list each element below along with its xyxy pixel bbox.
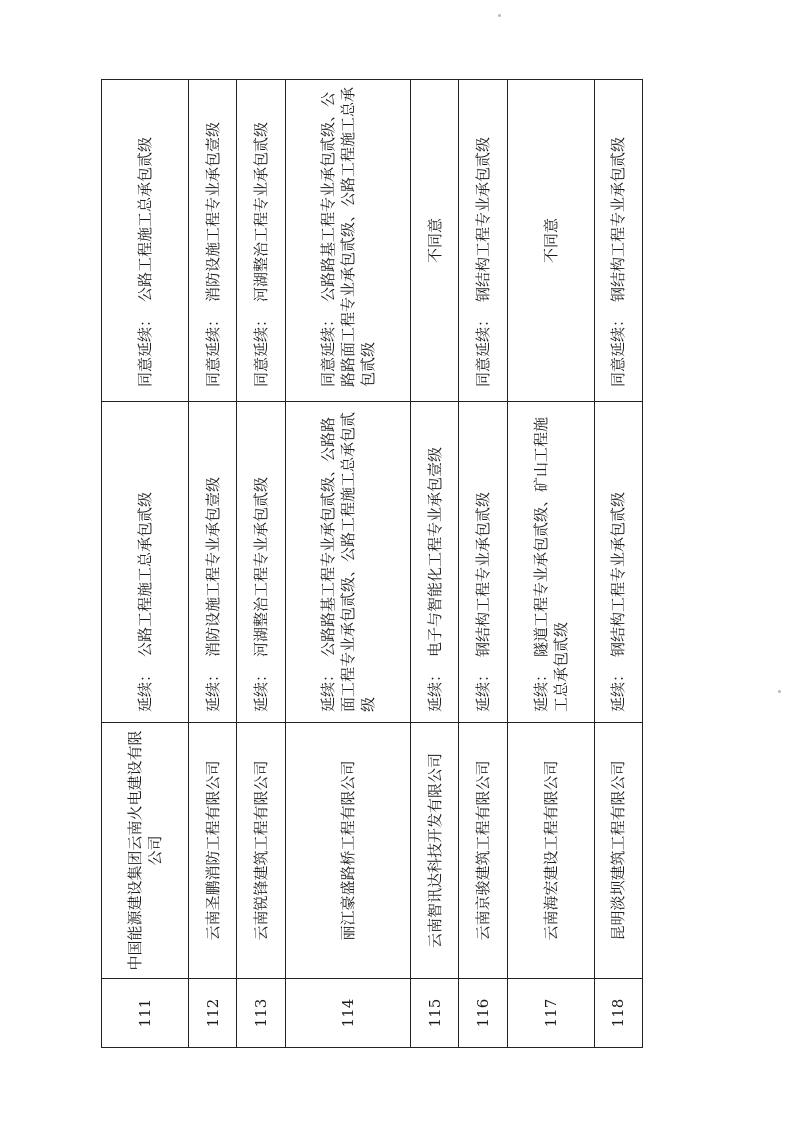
application-items: 河湖整治工程专业承包贰级 (251, 476, 270, 657)
application-cell (102, 402, 189, 723)
company-name: 云南智讯达科技开发有限公司 (411, 723, 459, 979)
table-row (459, 80, 507, 1048)
review-result-prefix: 同意延续： (609, 311, 628, 387)
scan-speck (778, 690, 781, 693)
review-result-prefix: 同意延续： (474, 311, 493, 387)
review-result-prefix: 同意延续： (203, 311, 222, 387)
application-prefix: 延续： (425, 666, 444, 712)
company-name: 云南圣鹏消防工程有限公司 (188, 723, 236, 979)
application-cell (237, 402, 285, 723)
row-number: 115 (411, 979, 459, 1048)
application-cell (188, 402, 236, 723)
review-result-cell (594, 80, 642, 402)
table-row (411, 80, 459, 1048)
company-name: 云南海宏建设工程有限公司 (507, 723, 594, 979)
application-items: 钢结构工程专业承包贰级 (474, 491, 493, 657)
application-items: 隧道工程专业承包贰级、矿山工程施工总承包贰级 (531, 416, 570, 712)
application-prefix: 延续： (531, 666, 550, 712)
row-number: 116 (459, 979, 507, 1048)
row-number: 113 (237, 979, 285, 1048)
application-items: 电子与智能化工程专业承包壹级 (425, 446, 444, 657)
application-prefix: 延续： (251, 666, 270, 712)
application-cell (459, 402, 507, 723)
review-result-items: 不同意 (541, 218, 560, 264)
company-name: 昆明淡坝建筑工程有限公司 (594, 723, 642, 979)
rotated-table-container (101, 80, 643, 1048)
table-row (594, 80, 642, 1048)
application-cell (285, 402, 411, 723)
table-row (188, 80, 236, 1048)
review-result-prefix: 同意延续： (251, 311, 270, 387)
review-result-cell (459, 80, 507, 402)
row-number: 118 (594, 979, 642, 1048)
review-result-cell (102, 80, 189, 402)
application-items: 钢结构工程专业承包贰级 (609, 491, 628, 657)
scan-speck (498, 14, 501, 17)
table-row (507, 80, 594, 1048)
review-result-cell (507, 80, 594, 402)
row-number: 114 (285, 979, 411, 1048)
row-number: 111 (102, 979, 189, 1048)
table-row (102, 80, 189, 1048)
review-result-items: 公路工程施工总承包贰级 (135, 136, 154, 302)
company-name: 云南锐锋建筑工程有限公司 (237, 723, 285, 979)
application-prefix: 延续： (474, 666, 493, 712)
review-result-items: 河湖整治工程专业承包贰级 (251, 121, 270, 302)
review-result-items: 不同意 (425, 218, 444, 264)
row-number: 117 (507, 979, 594, 1048)
review-result-cell (188, 80, 236, 402)
application-items: 公路路基工程专业承包贰级、公路路面工程专业承包贰级、公路工程施工总承包贰级 (318, 411, 377, 712)
application-cell (411, 402, 459, 723)
application-cell (594, 402, 642, 723)
review-result-cell (237, 80, 285, 402)
approval-table (101, 79, 643, 1048)
application-cell (507, 402, 594, 723)
table-body (102, 80, 643, 1048)
review-result-items: 钢结构工程专业承包贰级 (609, 136, 628, 302)
review-result-items: 消防设施工程专业承包壹级 (203, 121, 222, 302)
review-result-items: 公路路基工程专业承包贰级、公路路面工程专业承包贰级、公路工程施工总承包贰级 (318, 86, 377, 387)
review-result-cell (285, 80, 411, 402)
application-items: 公路工程施工总承包贰级 (135, 491, 154, 657)
company-name: 丽江豪盛路桥工程有限公司 (285, 723, 411, 979)
application-items: 消防设施工程专业承包壹级 (203, 476, 222, 657)
table-row (237, 80, 285, 1048)
application-prefix: 延续： (135, 666, 154, 712)
application-prefix: 延续： (609, 666, 628, 712)
review-result-prefix: 同意延续： (135, 311, 154, 387)
review-result-prefix: 同意延续： (318, 311, 337, 387)
application-prefix: 延续： (203, 666, 222, 712)
company-name: 云南京骏建筑工程有限公司 (459, 723, 507, 979)
application-prefix: 延续： (318, 666, 337, 712)
review-result-items: 钢结构工程专业承包贰级 (474, 136, 493, 302)
row-number: 112 (188, 979, 236, 1048)
company-name: 中国能源建设集团云南火电建设有限公司 (102, 723, 189, 979)
review-result-cell (411, 80, 459, 402)
table-row (285, 80, 411, 1048)
